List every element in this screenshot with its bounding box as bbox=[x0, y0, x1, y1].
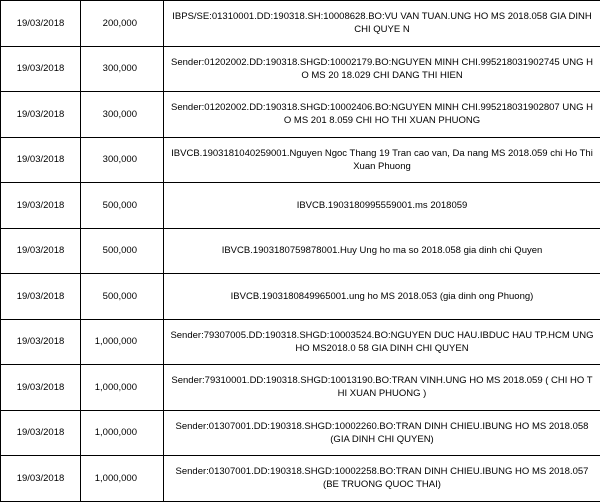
amount-cell: 1,000,000 bbox=[81, 410, 164, 456]
description-cell: IBVCB.1903181040259001.Nguyen Ngoc Thang 19 Tran cao van, Da nang MS 2018.059 chi Ho Thi Xuan Phuong bbox=[164, 137, 600, 183]
amount-cell: 300,000 bbox=[81, 137, 164, 183]
table-row bbox=[1, 1, 600, 47]
date-cell: 19/03/2018 bbox=[1, 46, 81, 92]
amount-cell: 500,000 bbox=[81, 228, 164, 274]
amount-cell: 500,000 bbox=[81, 183, 164, 229]
amount-cell: 1,000,000 bbox=[81, 319, 164, 365]
date-cell: 19/03/2018 bbox=[1, 92, 81, 138]
date-cell: 19/03/2018 bbox=[1, 228, 81, 274]
description-cell: IBVCB.1903180995559001.ms 2018059 bbox=[164, 183, 600, 229]
amount-cell: 1,000,000 bbox=[81, 365, 164, 411]
date-cell: 19/03/2018 bbox=[1, 183, 81, 229]
table-row bbox=[1, 456, 600, 502]
description-cell: Sender:79310001.DD:190318.SHGD:10013190.BO:TRAN VINH.UNG HO MS 2018.059 ( CHI HO THI XUAN PHUONG ) bbox=[164, 365, 600, 411]
table-row bbox=[1, 319, 600, 365]
amount-cell: 200,000 bbox=[81, 1, 164, 47]
table-row bbox=[1, 137, 600, 183]
amount-cell: 500,000 bbox=[81, 274, 164, 320]
date-cell: 19/03/2018 bbox=[1, 274, 81, 320]
table-row bbox=[1, 183, 600, 229]
date-cell: 19/03/2018 bbox=[1, 456, 81, 502]
date-cell: 19/03/2018 bbox=[1, 137, 81, 183]
description-cell: IBVCB.1903180759878001.Huy Ung ho ma so 2018.058 gia dinh chi Quyen bbox=[164, 228, 600, 274]
date-cell: 19/03/2018 bbox=[1, 1, 81, 47]
amount-cell: 300,000 bbox=[81, 92, 164, 138]
table-row bbox=[1, 46, 600, 92]
table-row bbox=[1, 274, 600, 320]
description-cell: Sender:01202002.DD:190318.SHGD:10002406.BO:NGUYEN MINH CHI.995218031902807 UNG HO MS 201 8.059 CHI HO THI XUAN PHUONG bbox=[164, 92, 600, 138]
table-row bbox=[1, 228, 600, 274]
description-cell: IBVCB.1903180849965001.ung ho MS 2018.053 (gia dinh ong Phuong) bbox=[164, 274, 600, 320]
description-cell: Sender:01307001.DD:190318.SHGD:10002260.BO:TRAN DINH CHIEU.IBUNG HO MS 2018.058 (GIA DINH CHI QUYEN) bbox=[164, 410, 600, 456]
amount-cell: 300,000 bbox=[81, 46, 164, 92]
table-row bbox=[1, 365, 600, 411]
transaction-table-body bbox=[1, 1, 600, 502]
description-cell: Sender:01202002.DD:190318.SHGD:10002179.BO:NGUYEN MINH CHI.995218031902745 UNG HO MS 20 18.029 CHI DANG THI HIEN bbox=[164, 46, 600, 92]
table-row bbox=[1, 410, 600, 456]
amount-cell: 1,000,000 bbox=[81, 456, 164, 502]
description-cell: Sender:01307001.DD:190318.SHGD:10002258.BO:TRAN DINH CHIEU.IBUNG HO MS 2018.057 (BE TRUONG QUOC THAI) bbox=[164, 456, 600, 502]
description-cell: IBPS/SE:01310001.DD:190318.SH:10008628.BO:VU VAN TUAN.UNG HO MS 2018.058 GIA DINH CHI QUYE N bbox=[164, 1, 600, 47]
date-cell: 19/03/2018 bbox=[1, 319, 81, 365]
date-cell: 19/03/2018 bbox=[1, 410, 81, 456]
description-cell: Sender:79307005.DD:190318.SHGD:10003524.BO:NGUYEN DUC HAU.IBDUC HAU TP.HCM UNG HO MS2018.0 58 GIA DINH CHI QUYEN bbox=[164, 319, 600, 365]
date-cell: 19/03/2018 bbox=[1, 365, 81, 411]
table-row bbox=[1, 92, 600, 138]
